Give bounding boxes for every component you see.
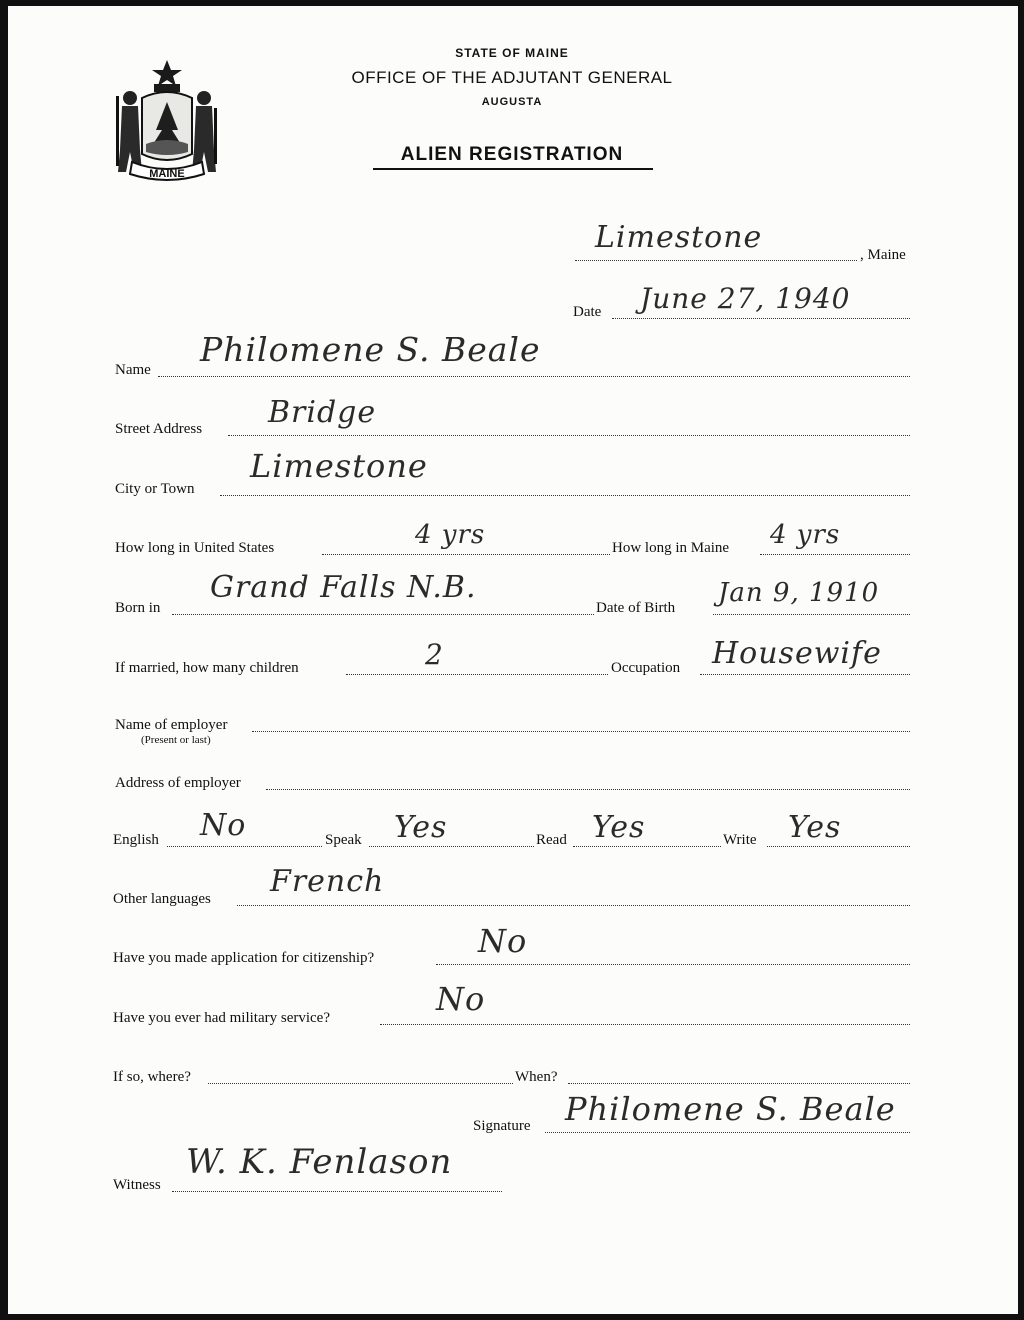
form-title: ALIEN REGISTRATION [400, 144, 624, 165]
other-languages-line [237, 905, 910, 906]
citizenship-line [436, 964, 910, 965]
date-of-birth-label: Date of Birth [596, 600, 676, 616]
name-line [158, 376, 910, 377]
place-value: Limestone [595, 220, 763, 255]
military-line [380, 1024, 910, 1025]
write-label: Write [723, 832, 757, 848]
read-label: Read [536, 832, 567, 848]
speak-label: Speak [325, 832, 362, 848]
english-label: English [113, 832, 159, 848]
children-label: If married, how many children [115, 660, 299, 676]
city-value: Limestone [250, 447, 428, 485]
other-languages-value: French [270, 864, 385, 899]
military-label: Have you ever had military service? [113, 1010, 330, 1026]
employer-name-note: (Present or last) [141, 734, 211, 746]
born-in-value: Grand Falls N.B. [210, 570, 477, 605]
when-label: When? [515, 1069, 558, 1085]
children-value: 2 [425, 638, 444, 671]
date-of-birth-value: Jan 9, 1910 [718, 578, 880, 608]
military-value: No [436, 980, 486, 1018]
street-address-value: Bridge [268, 395, 377, 430]
how-long-us-value: 4 yrs [415, 520, 486, 550]
occupation-value: Housewife [712, 636, 882, 671]
occupation-label: Occupation [611, 660, 681, 676]
signature-label: Signature [473, 1118, 531, 1134]
date-of-birth-line [713, 614, 910, 615]
employer-name-label: Name of employer [115, 717, 228, 733]
signature-line [545, 1132, 910, 1133]
how-long-maine-label: How long in Maine [612, 540, 730, 556]
date-label: Date [573, 304, 602, 320]
employer-address-label: Address of employer [115, 775, 241, 791]
other-languages-label: Other languages [113, 891, 211, 907]
employer-address-line [266, 789, 910, 790]
witness-value: W. K. Fenlason [186, 1142, 453, 1182]
children-line [346, 674, 608, 675]
english-value: No [200, 808, 247, 843]
maine-label: , Maine [860, 247, 906, 263]
name-value: Philomene S. Beale [200, 330, 541, 369]
how-long-us-label: How long in United States [115, 540, 275, 556]
title-underline [373, 168, 653, 170]
state-heading: STATE OF MAINE [455, 46, 569, 60]
city-line [220, 495, 910, 496]
city-label: City or Town [115, 481, 195, 497]
when-line [568, 1083, 910, 1084]
date-value: June 27, 1940 [640, 282, 851, 315]
how-long-maine-value: 4 yrs [770, 520, 841, 550]
office-heading: OFFICE OF THE ADJUTANT GENERAL [351, 68, 673, 87]
employer-name-line [252, 731, 910, 732]
read-value: Yes [592, 810, 646, 845]
svg-text:MAINE: MAINE [149, 168, 185, 180]
born-in-line [172, 614, 594, 615]
how-long-us-line [322, 554, 610, 555]
read-line [573, 846, 721, 847]
witness-label: Witness [113, 1177, 161, 1193]
born-in-label: Born in [115, 600, 161, 616]
write-line [767, 846, 910, 847]
date-line [612, 318, 910, 319]
name-label: Name [115, 362, 151, 378]
if-so-where-label: If so, where? [113, 1069, 191, 1085]
witness-line [172, 1191, 502, 1192]
citizenship-label: Have you made application for citizenship? [113, 950, 375, 966]
signature-value: Philomene S. Beale [565, 1090, 896, 1128]
speak-line [369, 846, 534, 847]
street-address-label: Street Address [115, 421, 203, 437]
if-so-where-line [208, 1083, 513, 1084]
city-heading: AUGUSTA [481, 96, 543, 108]
how-long-maine-line [760, 554, 910, 555]
speak-value: Yes [394, 810, 448, 845]
occupation-line [700, 674, 910, 675]
write-value: Yes [788, 810, 842, 845]
street-address-line [228, 435, 910, 436]
citizenship-value: No [478, 922, 528, 960]
place-line [575, 260, 857, 261]
english-line [167, 846, 322, 847]
